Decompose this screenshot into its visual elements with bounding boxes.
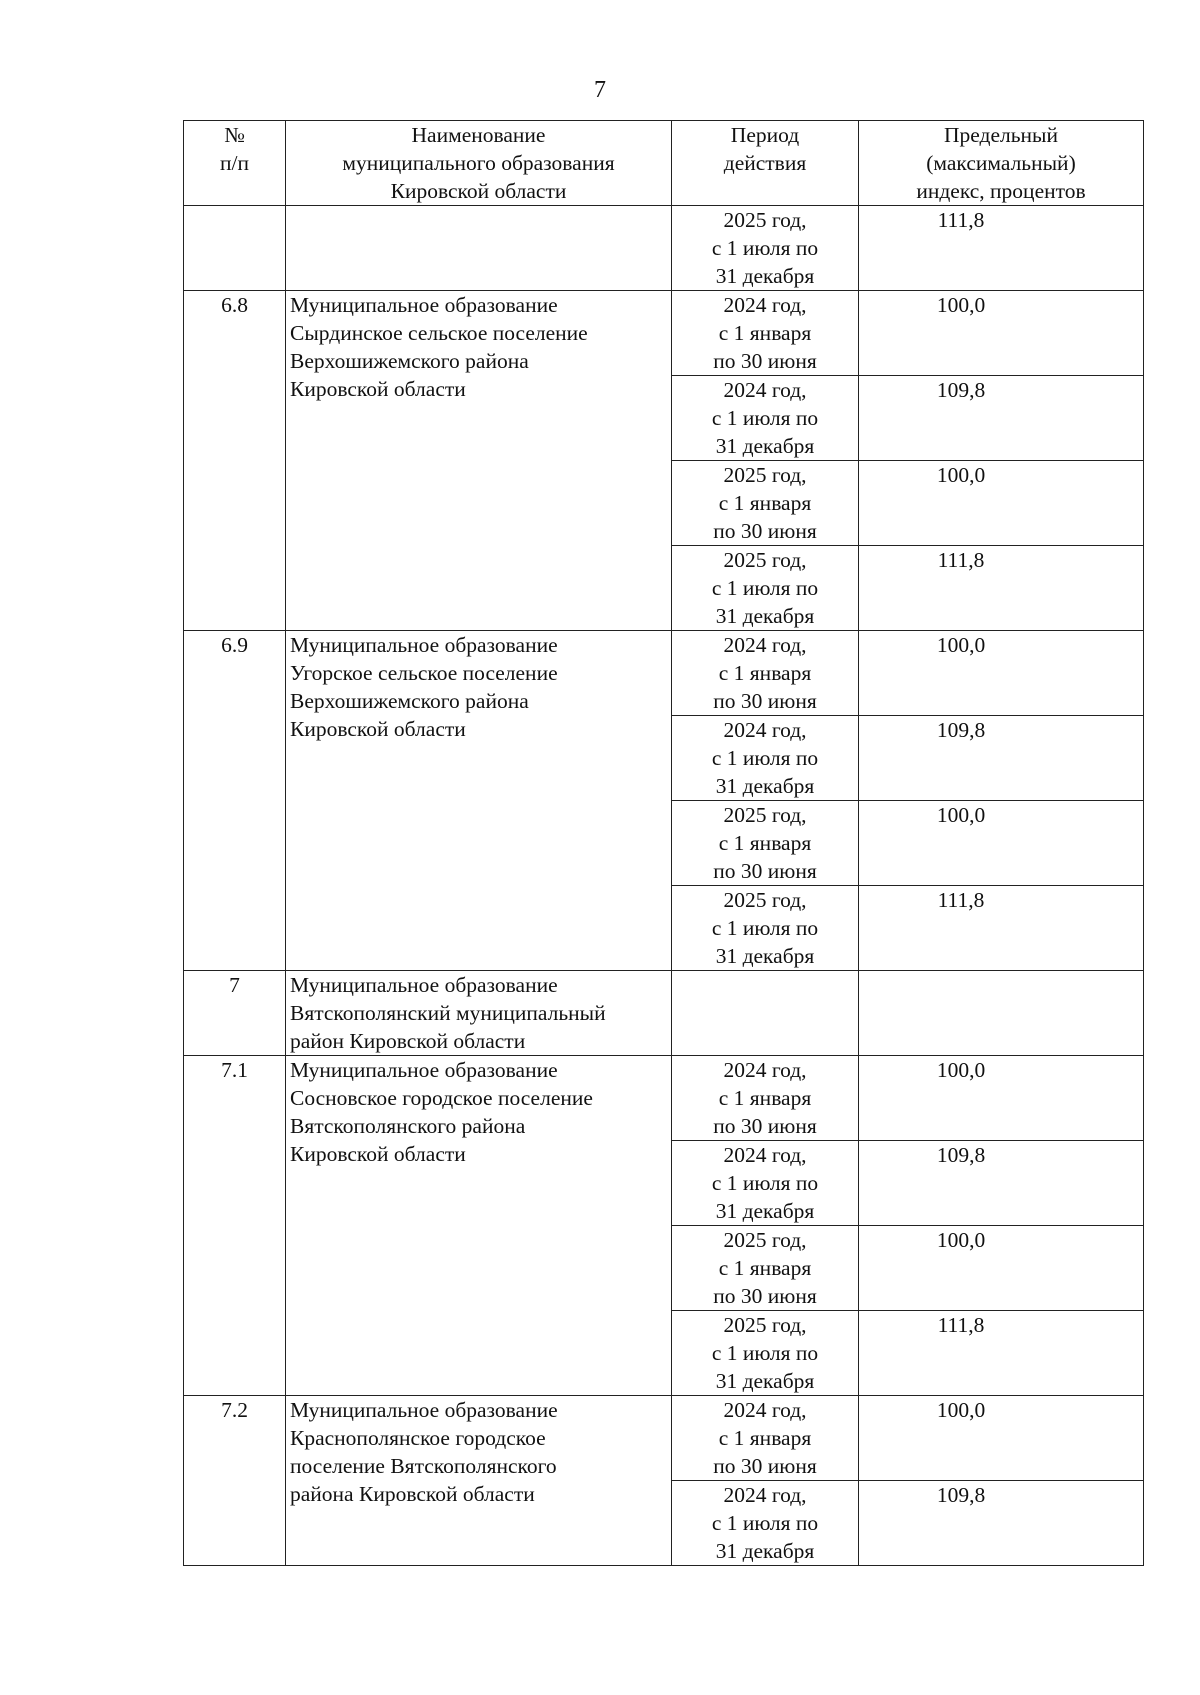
- validity-period-line: с 1 января: [718, 1256, 812, 1280]
- max-index-value: [859, 546, 1144, 631]
- municipality-name-line: Вятскополянский муниципальный: [290, 1001, 606, 1025]
- municipality-name-line: Верхошижемского района: [290, 689, 529, 713]
- validity-period-line: по 30 июня: [713, 859, 817, 883]
- validity-period: [672, 1311, 859, 1396]
- municipality-name-line: Угорское сельское поселение: [290, 661, 558, 685]
- max-index-value: [859, 1056, 1144, 1141]
- validity-period: [672, 546, 859, 631]
- municipality-name: [286, 291, 672, 631]
- validity-period-line: с 1 июля по: [711, 746, 819, 770]
- validity-period-line: с 1 июля по: [711, 1171, 819, 1195]
- validity-period-line: по 30 июня: [713, 519, 817, 543]
- validity-period: [672, 886, 859, 971]
- max-index-value: [859, 1226, 1144, 1311]
- max-index-value: [859, 1141, 1144, 1226]
- validity-period: [672, 801, 859, 886]
- row-number: 6.9: [184, 631, 286, 971]
- header-index: Предельный (максимальный) индекс, процентов: [859, 121, 1144, 206]
- municipality-name-line: Сосновское городское поселение: [290, 1086, 593, 1110]
- validity-period-line: 31 декабря: [715, 774, 815, 798]
- max-index-value: [859, 1396, 1144, 1481]
- max-index-text: 100,0: [936, 1228, 986, 1252]
- validity-period-line: 2024 год,: [723, 718, 807, 742]
- max-index-text: 109,8: [936, 718, 986, 742]
- validity-period: [672, 1396, 859, 1481]
- validity-period: [672, 291, 859, 376]
- max-index-value: [859, 801, 1144, 886]
- validity-period-line: 31 декабря: [715, 944, 815, 968]
- validity-period-line: 2025 год,: [723, 548, 807, 572]
- validity-period: [672, 716, 859, 801]
- validity-period-line: с 1 июля по: [711, 1341, 819, 1365]
- row-number: 6.8: [184, 291, 286, 631]
- row-number: 7.1: [184, 1056, 286, 1396]
- validity-period-line: по 30 июня: [713, 349, 817, 373]
- max-index-text: 100,0: [936, 633, 986, 657]
- municipality-name-line: Муниципальное образование: [290, 293, 558, 317]
- municipality-name: [286, 1396, 672, 1566]
- table-row: [184, 291, 1144, 376]
- max-index-text: 100,0: [936, 293, 986, 317]
- validity-period-line: 2025 год,: [723, 463, 807, 487]
- validity-period-line: 2024 год,: [723, 1058, 807, 1082]
- row-number: 7: [184, 971, 286, 1056]
- validity-period-line: 2024 год,: [723, 378, 807, 402]
- max-index-value: [859, 971, 1144, 1056]
- municipality-name-line: Кировской области: [290, 377, 466, 401]
- validity-period-line: 2024 год,: [723, 1143, 807, 1167]
- validity-period: [672, 1226, 859, 1311]
- validity-period-line: с 1 января: [718, 661, 812, 685]
- max-index-text: 100,0: [936, 1398, 986, 1422]
- validity-period-line: с 1 июля по: [711, 1511, 819, 1535]
- max-index-text: 100,0: [936, 463, 986, 487]
- row-number: 7.2: [184, 1396, 286, 1566]
- municipality-name-line: Кировской области: [290, 1142, 466, 1166]
- max-index-text: 109,8: [936, 1143, 986, 1167]
- municipality-name-line: Муниципальное образование: [290, 973, 558, 997]
- municipality-name-line: Муниципальное образование: [290, 633, 558, 657]
- max-index-value: [859, 886, 1144, 971]
- table-row: [184, 631, 1144, 716]
- max-index-value: [859, 1311, 1144, 1396]
- municipality-name: [286, 206, 672, 291]
- max-index-value: [859, 716, 1144, 801]
- validity-period-line: 2024 год,: [723, 1483, 807, 1507]
- table-row: [184, 1396, 1144, 1481]
- validity-period: [672, 631, 859, 716]
- max-index-text: 109,8: [936, 378, 986, 402]
- table-body: [184, 206, 1144, 1566]
- validity-period: [672, 376, 859, 461]
- municipality-name-line: Краснополянское городское: [290, 1426, 546, 1450]
- municipality-name: [286, 971, 672, 1056]
- max-index-value: [859, 631, 1144, 716]
- validity-period-line: 31 декабря: [715, 1369, 815, 1393]
- max-index-text: 100,0: [936, 1058, 986, 1082]
- validity-period-line: с 1 января: [718, 831, 812, 855]
- validity-period-line: 2025 год,: [723, 888, 807, 912]
- validity-period: [672, 971, 859, 1056]
- table-row: [184, 206, 1144, 291]
- municipality-name-line: Муниципальное образование: [290, 1058, 558, 1082]
- max-index-value: [859, 291, 1144, 376]
- validity-period-line: 31 декабря: [715, 604, 815, 628]
- validity-period: [672, 1141, 859, 1226]
- validity-period-line: с 1 июля по: [711, 236, 819, 260]
- header-name: Наименование муниципального образования Кировской области: [286, 121, 672, 206]
- municipality-name: [286, 631, 672, 971]
- municipality-name-line: Вятскополянского района: [290, 1114, 526, 1138]
- validity-period: [672, 461, 859, 546]
- municipality-name-line: Кировской области: [290, 717, 466, 741]
- municipality-name-line: Сырдинское сельское поселение: [290, 321, 588, 345]
- validity-period-line: 31 декабря: [715, 434, 815, 458]
- validity-period-line: 2024 год,: [723, 633, 807, 657]
- validity-period-line: по 30 июня: [713, 1454, 817, 1478]
- validity-period: [672, 206, 859, 291]
- validity-period-line: 31 декабря: [715, 264, 815, 288]
- tariff-index-table: [183, 120, 1144, 1566]
- max-index-text: 111,8: [937, 548, 985, 572]
- validity-period-line: 2025 год,: [723, 208, 807, 232]
- max-index-text: 109,8: [936, 1483, 986, 1507]
- header-row: [184, 121, 1144, 206]
- max-index-value: [859, 206, 1144, 291]
- municipality-name-line: поселение Вятскополянского: [290, 1454, 557, 1478]
- max-index-text: 111,8: [937, 208, 985, 232]
- max-index-text: 111,8: [937, 1313, 985, 1337]
- validity-period-line: с 1 июля по: [711, 576, 819, 600]
- max-index-value: [859, 1481, 1144, 1566]
- validity-period-line: по 30 июня: [713, 1114, 817, 1138]
- municipality-name-line: Верхошижемского района: [290, 349, 529, 373]
- municipality-name-line: район Кировской области: [290, 1029, 526, 1053]
- page-number: 7: [594, 77, 606, 103]
- row-number: [184, 206, 286, 291]
- validity-period-line: по 30 июня: [713, 1284, 817, 1308]
- validity-period-line: 2025 год,: [723, 803, 807, 827]
- validity-period: [672, 1481, 859, 1566]
- validity-period-line: с 1 января: [718, 1086, 812, 1110]
- max-index-text: 100,0: [936, 803, 986, 827]
- validity-period: [672, 1056, 859, 1141]
- validity-period-line: 2024 год,: [723, 1398, 807, 1422]
- validity-period-line: 2024 год,: [723, 293, 807, 317]
- validity-period-line: 31 декабря: [715, 1199, 815, 1223]
- header-period: Период действия: [672, 121, 859, 206]
- municipality-name-line: Муниципальное образование: [290, 1398, 558, 1422]
- header-num: № п/п: [184, 121, 286, 206]
- table-row: [184, 1056, 1144, 1141]
- validity-period-line: с 1 января: [718, 321, 812, 345]
- max-index-value: [859, 461, 1144, 546]
- validity-period-line: по 30 июня: [713, 689, 817, 713]
- table-row: [184, 971, 1144, 1056]
- validity-period-line: с 1 января: [718, 491, 812, 515]
- validity-period-line: с 1 января: [718, 1426, 812, 1450]
- validity-period-line: 2025 год,: [723, 1228, 807, 1252]
- validity-period-line: с 1 июля по: [711, 406, 819, 430]
- municipality-name: [286, 1056, 672, 1396]
- max-index-value: [859, 376, 1144, 461]
- municipality-name-line: района Кировской области: [290, 1482, 535, 1506]
- validity-period-line: 31 декабря: [715, 1539, 815, 1563]
- max-index-text: 111,8: [937, 888, 985, 912]
- validity-period-line: с 1 июля по: [711, 916, 819, 940]
- validity-period-line: 2025 год,: [723, 1313, 807, 1337]
- table-header: [184, 121, 1144, 206]
